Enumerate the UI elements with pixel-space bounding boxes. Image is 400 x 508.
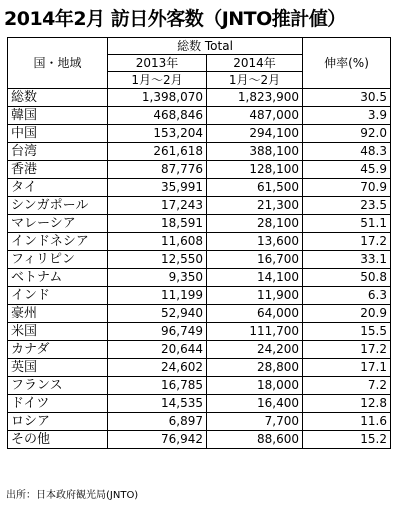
growth-rate-cell: 7.2 bbox=[303, 377, 391, 395]
value-2014-cell: 18,000 bbox=[207, 377, 303, 395]
value-2013-cell: 11,199 bbox=[108, 287, 207, 305]
value-2014-cell: 128,100 bbox=[207, 161, 303, 179]
table-row bbox=[8, 125, 391, 143]
value-2014-cell: 11,900 bbox=[207, 287, 303, 305]
value-2013-cell: 11,608 bbox=[108, 233, 207, 251]
country-name-cell: 韓国 bbox=[8, 107, 108, 125]
table-row bbox=[8, 395, 391, 413]
growth-rate-cell: 20.9 bbox=[303, 305, 391, 323]
table-row bbox=[8, 413, 391, 431]
growth-rate-cell: 51.1 bbox=[303, 215, 391, 233]
value-2013-cell: 18,591 bbox=[108, 215, 207, 233]
country-name-cell: フランス bbox=[8, 377, 108, 395]
table-row bbox=[8, 251, 391, 269]
growth-rate-cell: 30.5 bbox=[303, 89, 391, 107]
value-2014-cell: 24,200 bbox=[207, 341, 303, 359]
value-2014-cell: 294,100 bbox=[207, 125, 303, 143]
value-2014-cell: 388,100 bbox=[207, 143, 303, 161]
table-row bbox=[8, 359, 391, 377]
period-2013-header: 1月～2月 bbox=[108, 72, 207, 89]
value-2013-cell: 20,644 bbox=[108, 341, 207, 359]
value-2013-cell: 16,785 bbox=[108, 377, 207, 395]
value-2013-cell: 468,846 bbox=[108, 107, 207, 125]
growth-rate-cell: 48.3 bbox=[303, 143, 391, 161]
growth-rate-cell: 45.9 bbox=[303, 161, 391, 179]
page-title: 2014年2月 訪日外客数（JNTO推計値） bbox=[4, 8, 346, 30]
value-2014-cell: 28,100 bbox=[207, 215, 303, 233]
year-2014-header: 2014年 bbox=[207, 55, 303, 72]
country-name-cell: マレーシア bbox=[8, 215, 108, 233]
table-row bbox=[8, 179, 391, 197]
value-2014-cell: 28,800 bbox=[207, 359, 303, 377]
growth-rate-header: 伸率(%) bbox=[303, 38, 391, 89]
growth-rate-cell: 15.2 bbox=[303, 431, 391, 449]
table-row bbox=[8, 269, 391, 287]
value-2013-cell: 6,897 bbox=[108, 413, 207, 431]
value-2014-cell: 7,700 bbox=[207, 413, 303, 431]
value-2014-cell: 16,700 bbox=[207, 251, 303, 269]
country-name-cell: 米国 bbox=[8, 323, 108, 341]
source-note: 出所：日本政府観光局(JNTO) bbox=[6, 490, 139, 501]
visitor-arrivals-table bbox=[7, 37, 391, 449]
value-2014-cell: 64,000 bbox=[207, 305, 303, 323]
country-name-cell: カナダ bbox=[8, 341, 108, 359]
country-name-cell: 香港 bbox=[8, 161, 108, 179]
table-row bbox=[8, 305, 391, 323]
value-2013-cell: 96,749 bbox=[108, 323, 207, 341]
value-2014-cell: 1,823,900 bbox=[207, 89, 303, 107]
country-name-cell: その他 bbox=[8, 431, 108, 449]
growth-rate-cell: 15.5 bbox=[303, 323, 391, 341]
value-2014-cell: 111,700 bbox=[207, 323, 303, 341]
value-2014-cell: 14,100 bbox=[207, 269, 303, 287]
table-row bbox=[8, 233, 391, 251]
growth-rate-cell: 92.0 bbox=[303, 125, 391, 143]
country-name-cell: ロシア bbox=[8, 413, 108, 431]
country-name-cell: 豪州 bbox=[8, 305, 108, 323]
value-2013-cell: 12,550 bbox=[108, 251, 207, 269]
growth-rate-cell: 70.9 bbox=[303, 179, 391, 197]
table-row bbox=[8, 323, 391, 341]
country-name-cell: 中国 bbox=[8, 125, 108, 143]
table-body bbox=[8, 89, 391, 449]
value-2013-cell: 14,535 bbox=[108, 395, 207, 413]
growth-rate-cell: 50.8 bbox=[303, 269, 391, 287]
country-name-cell: インドネシア bbox=[8, 233, 108, 251]
growth-rate-cell: 23.5 bbox=[303, 197, 391, 215]
growth-rate-cell: 17.1 bbox=[303, 359, 391, 377]
year-2013-header: 2013年 bbox=[108, 55, 207, 72]
table-row bbox=[8, 143, 391, 161]
country-name-cell: 総数 bbox=[8, 89, 108, 107]
growth-rate-cell: 12.8 bbox=[303, 395, 391, 413]
table-row bbox=[8, 215, 391, 233]
value-2013-cell: 52,940 bbox=[108, 305, 207, 323]
country-column-header: 国・地域 bbox=[8, 38, 108, 89]
table-row bbox=[8, 107, 391, 125]
growth-rate-cell: 6.3 bbox=[303, 287, 391, 305]
value-2013-cell: 153,204 bbox=[108, 125, 207, 143]
value-2013-cell: 24,602 bbox=[108, 359, 207, 377]
value-2013-cell: 76,942 bbox=[108, 431, 207, 449]
country-name-cell: フィリピン bbox=[8, 251, 108, 269]
value-2014-cell: 61,500 bbox=[207, 179, 303, 197]
table-row bbox=[8, 197, 391, 215]
country-name-cell: 英国 bbox=[8, 359, 108, 377]
country-name-cell: インド bbox=[8, 287, 108, 305]
value-2013-cell: 9,350 bbox=[108, 269, 207, 287]
country-name-cell: ドイツ bbox=[8, 395, 108, 413]
table-row bbox=[8, 161, 391, 179]
value-2013-cell: 35,991 bbox=[108, 179, 207, 197]
table-row bbox=[8, 89, 391, 107]
table-row bbox=[8, 431, 391, 449]
period-2014-header: 1月～2月 bbox=[207, 72, 303, 89]
value-2014-cell: 88,600 bbox=[207, 431, 303, 449]
value-2014-cell: 21,300 bbox=[207, 197, 303, 215]
country-name-cell: シンガポール bbox=[8, 197, 108, 215]
value-2013-cell: 261,618 bbox=[108, 143, 207, 161]
country-name-cell: 台湾 bbox=[8, 143, 108, 161]
growth-rate-cell: 17.2 bbox=[303, 233, 391, 251]
table-row bbox=[8, 341, 391, 359]
growth-rate-cell: 3.9 bbox=[303, 107, 391, 125]
value-2014-cell: 16,400 bbox=[207, 395, 303, 413]
country-name-cell: タイ bbox=[8, 179, 108, 197]
value-2013-cell: 1,398,070 bbox=[108, 89, 207, 107]
total-group-header: 総数 Total bbox=[108, 38, 303, 55]
value-2014-cell: 13,600 bbox=[207, 233, 303, 251]
value-2013-cell: 87,776 bbox=[108, 161, 207, 179]
growth-rate-cell: 11.6 bbox=[303, 413, 391, 431]
growth-rate-cell: 33.1 bbox=[303, 251, 391, 269]
value-2014-cell: 487,000 bbox=[207, 107, 303, 125]
value-2013-cell: 17,243 bbox=[108, 197, 207, 215]
table-row bbox=[8, 377, 391, 395]
country-name-cell: ベトナム bbox=[8, 269, 108, 287]
growth-rate-cell: 17.2 bbox=[303, 341, 391, 359]
table-row bbox=[8, 287, 391, 305]
